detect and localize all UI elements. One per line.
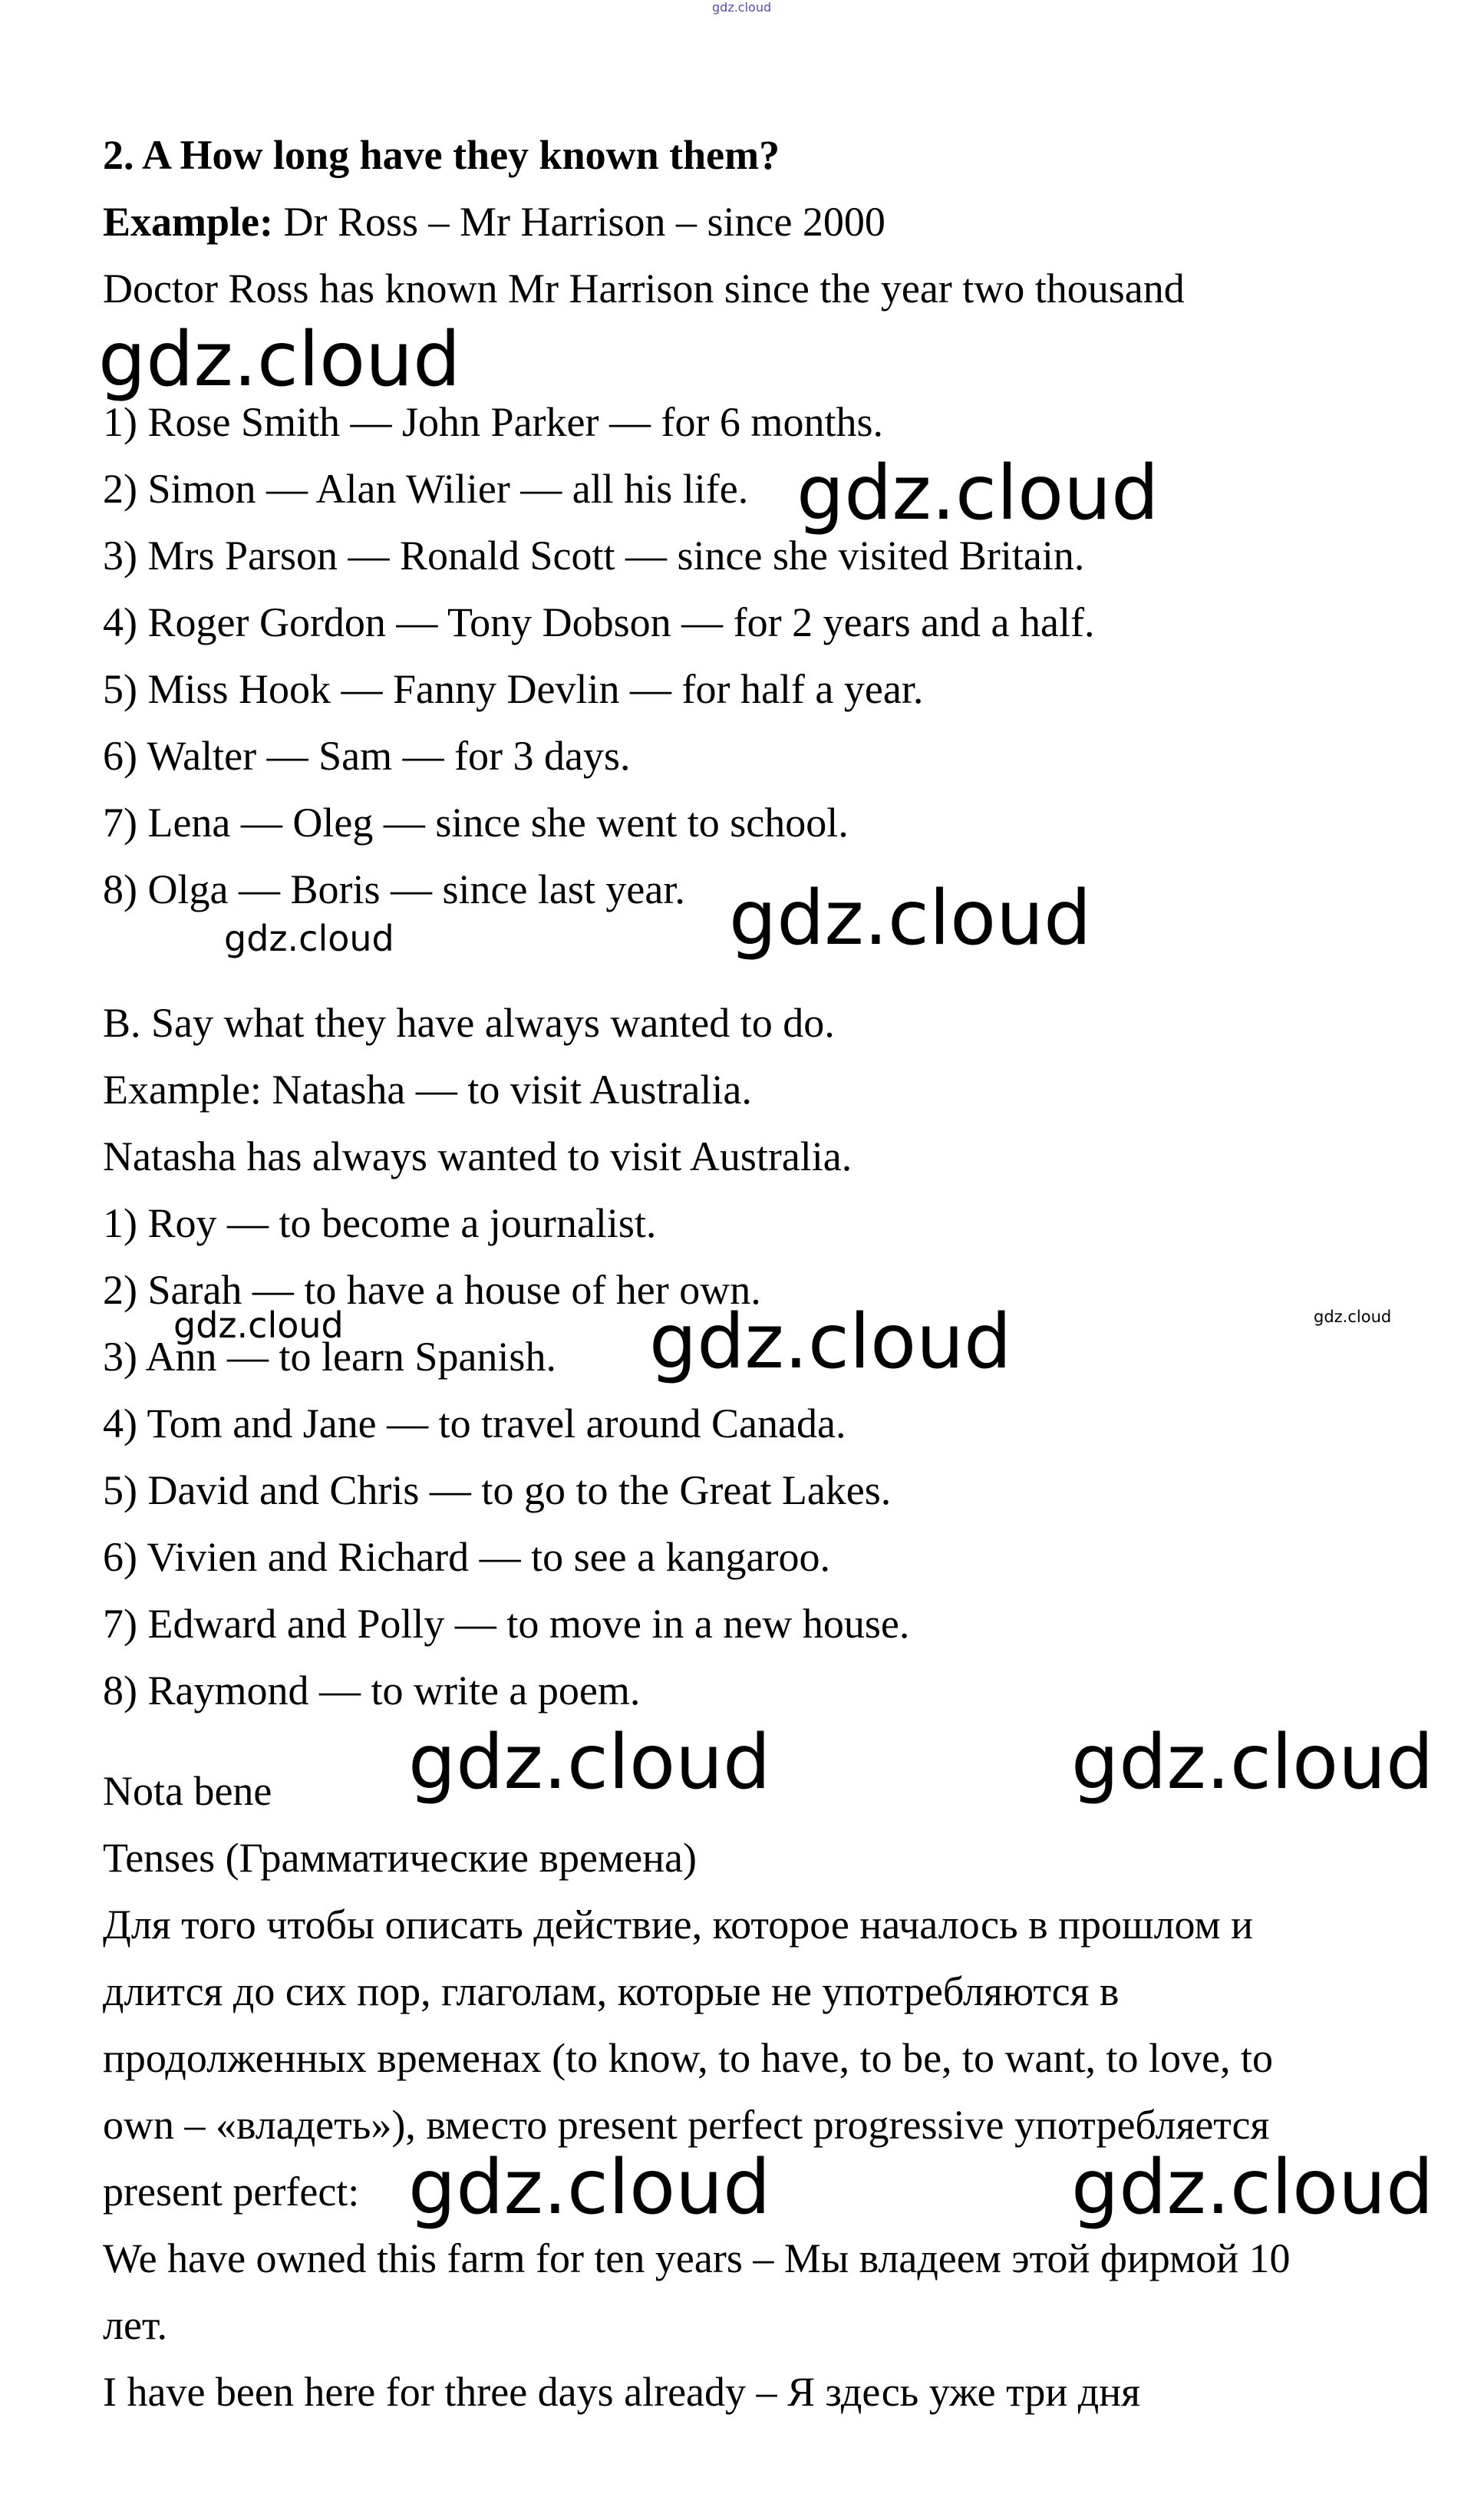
watermark: gdz.cloud bbox=[729, 875, 1092, 962]
nota-bene-paragraph-line: present perfect: bbox=[103, 2169, 360, 2215]
section-b-item: 7) Edward and Polly — to move in a new house. bbox=[103, 1601, 910, 1647]
section-b-title: B. Say what they have always wanted to do. bbox=[103, 1000, 835, 1046]
watermark: gdz.cloud bbox=[1071, 1719, 1434, 1806]
example-text: Dr Ross – Mr Harrison – since 2000 bbox=[273, 199, 885, 245]
nota-bene-example-line: лет. bbox=[103, 2302, 167, 2348]
section-a-example-answer: Doctor Ross has known Mr Harrison since the year two thousand bbox=[103, 266, 1185, 312]
section-a-title: 2. A How long have they known them? bbox=[103, 132, 780, 178]
nota-bene-paragraph-line: продолженных временах (to know, to have, to be, to want, to love, to bbox=[103, 2035, 1273, 2081]
section-b-item: 1) Roy — to become a journalist. bbox=[103, 1200, 657, 1246]
section-a-item: 2) Simon — Alan Wilier — all his life. bbox=[103, 466, 749, 512]
watermark: gdz.cloud bbox=[1314, 1308, 1392, 1326]
section-a-item: 3) Mrs Parson — Ronald Scott — since she visited Britain. bbox=[103, 533, 1085, 579]
section-b-item: 6) Vivien and Richard — to see a kangaroo. bbox=[103, 1534, 830, 1580]
watermark: gdz.cloud bbox=[224, 918, 394, 959]
nota-bene-title: Nota bene bbox=[103, 1768, 272, 1814]
example-label: Example: bbox=[103, 199, 273, 245]
nota-bene-paragraph-line: Для того чтобы описать действие, которое началось в прошлом и bbox=[103, 1902, 1254, 1948]
nota-bene-example-line: We have owned this farm for ten years – Мы владеем этой фирмой 10 bbox=[103, 2235, 1291, 2281]
watermark: gdz.cloud bbox=[712, 0, 772, 15]
section-a-item: 1) Rose Smith — John Parker — for 6 months. bbox=[103, 399, 883, 445]
watermark: gdz.cloud bbox=[649, 1298, 1012, 1386]
section-b-item: 4) Tom and Jane — to travel around Canada. bbox=[103, 1400, 846, 1446]
section-a-example bbox=[103, 197, 885, 246]
nota-bene-example-line: I have been here for three days already – Я здесь уже три дня bbox=[103, 2369, 1141, 2415]
section-a-item: 8) Olga — Boris — since last year. bbox=[103, 866, 685, 912]
section-a-item: 4) Roger Gordon — Tony Dobson — for 2 years and a half. bbox=[103, 599, 1095, 645]
section-b-item: 2) Sarah — to have a house of her own. bbox=[103, 1267, 761, 1313]
section-a-item: 7) Lena — Oleg — since she went to school. bbox=[103, 800, 849, 846]
nota-bene-paragraph-line: длится до сих пор, глаголам, которые не употребляются в bbox=[103, 1968, 1120, 2014]
watermark: gdz.cloud bbox=[408, 2144, 771, 2231]
watermark: gdz.cloud bbox=[173, 1305, 344, 1346]
section-b-example-answer: Natasha has always wanted to visit Australia. bbox=[103, 1133, 852, 1179]
watermark: gdz.cloud bbox=[408, 1719, 771, 1806]
section-b-example: Example: Natasha — to visit Australia. bbox=[103, 1067, 752, 1113]
watermark: gdz.cloud bbox=[98, 316, 461, 404]
section-a-item: 6) Walter — Sam — for 3 days. bbox=[103, 733, 631, 779]
watermark: gdz.cloud bbox=[796, 450, 1159, 537]
nota-bene-subtitle: Tenses (Грамматические времена) bbox=[103, 1835, 697, 1881]
nota-bene-paragraph-line: own – «владеть»), вместо present perfect progressive употребляется bbox=[103, 2102, 1270, 2148]
watermark: gdz.cloud bbox=[1071, 2144, 1434, 2231]
section-b-item: 5) David and Chris — to go to the Great Lakes. bbox=[103, 1467, 892, 1513]
section-a-item: 5) Miss Hook — Fanny Devlin — for half a year. bbox=[103, 666, 924, 712]
section-b-item: 8) Raymond — to write a poem. bbox=[103, 1667, 641, 1714]
section-b-item: 3) Ann — to learn Spanish. bbox=[103, 1334, 556, 1380]
